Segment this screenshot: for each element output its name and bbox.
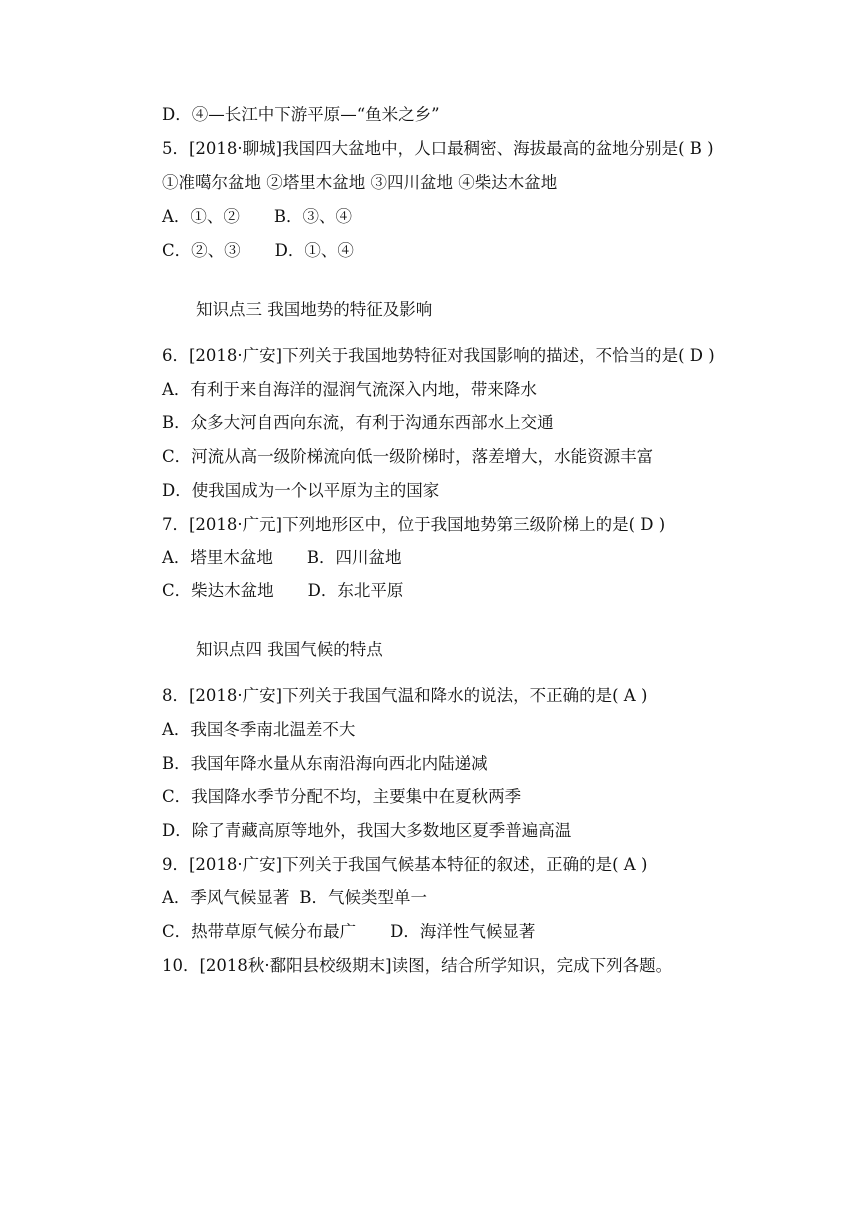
section-heading-4: 知识点四 我国气候的特点 <box>196 640 383 659</box>
question-7-options-row-2 <box>162 580 403 602</box>
q5-option-c: C．②、③ <box>162 241 241 260</box>
question-9: 9．[2018·广安]下列关于我国气候基本特征的叙述，正确的是( A ) <box>162 855 648 874</box>
question-9-options-row-2 <box>162 921 535 943</box>
q7-option-c: C．柴达木盆地 <box>162 581 274 600</box>
q6-option-a: A．有利于来自海洋的湿润气流深入内地，带来降水 <box>162 380 537 399</box>
q6-option-b: B．众多大河自西向东流，有利于沟通东西部水上交通 <box>162 413 554 432</box>
q5-option-a: A．①、② <box>162 207 240 226</box>
q8-option-c: C．我国降水季节分配不均，主要集中在夏秋两季 <box>162 787 522 806</box>
q4-option-d: D．④—长江中下游平原—“鱼米之乡” <box>162 105 440 124</box>
q6-option-c: C．河流从高一级阶梯流向低一级阶梯时，落差增大，水能资源丰富 <box>162 447 654 466</box>
section-heading-3: 知识点三 我国地势的特征及影响 <box>196 300 433 319</box>
q9-option-b: B．气候类型单一 <box>299 888 428 907</box>
q5-option-d: D．①、④ <box>274 241 354 260</box>
question-8: 8．[2018·广安]下列关于我国气温和降水的说法，不正确的是( A ) <box>162 686 648 705</box>
q8-option-a: A．我国冬季南北温差不大 <box>162 720 356 739</box>
question-5: 5．[2018·聊城]我国四大盆地中，人口最稠密、海拔最高的盆地分别是( B ) <box>162 139 714 158</box>
q6-option-d: D．使我国成为一个以平原为主的国家 <box>162 481 440 500</box>
question-9-options-row-1 <box>162 887 427 909</box>
question-7-options-row-1 <box>162 547 402 569</box>
question-6: 6．[2018·广安]下列关于我国地势特征对我国影响的描述，不恰当的是( D ) <box>162 346 715 365</box>
question-5-options-row-1 <box>162 206 352 228</box>
q8-option-b: B．我国年降水量从东南沿海向西北内陆递减 <box>162 754 488 773</box>
question-5-items: ①准噶尔盆地 ②塔里木盆地 ③四川盆地 ④柴达木盆地 <box>162 173 558 192</box>
q9-option-c: C．热带草原气候分布最广 <box>162 922 357 941</box>
q7-option-b: B．四川盆地 <box>306 548 402 567</box>
q7-option-d: D．东北平原 <box>307 581 404 600</box>
question-10: 10．[2018秋·鄱阳县校级期末]读图，结合所学知识，完成下列各题。 <box>162 956 673 975</box>
question-5-options-row-2 <box>162 240 354 262</box>
q7-option-a: A．塔里木盆地 <box>162 548 273 567</box>
q8-option-d: D．除了青藏高原等地外，我国大多数地区夏季普遍高温 <box>162 821 572 840</box>
question-7: 7．[2018·广元]下列地形区中，位于我国地势第三级阶梯上的是( D ) <box>162 515 666 534</box>
q9-option-d: D．海洋性气候显著 <box>390 922 536 941</box>
q5-option-b: B．③、④ <box>273 207 353 226</box>
q9-option-a: A．季风气候显著 <box>162 888 290 907</box>
